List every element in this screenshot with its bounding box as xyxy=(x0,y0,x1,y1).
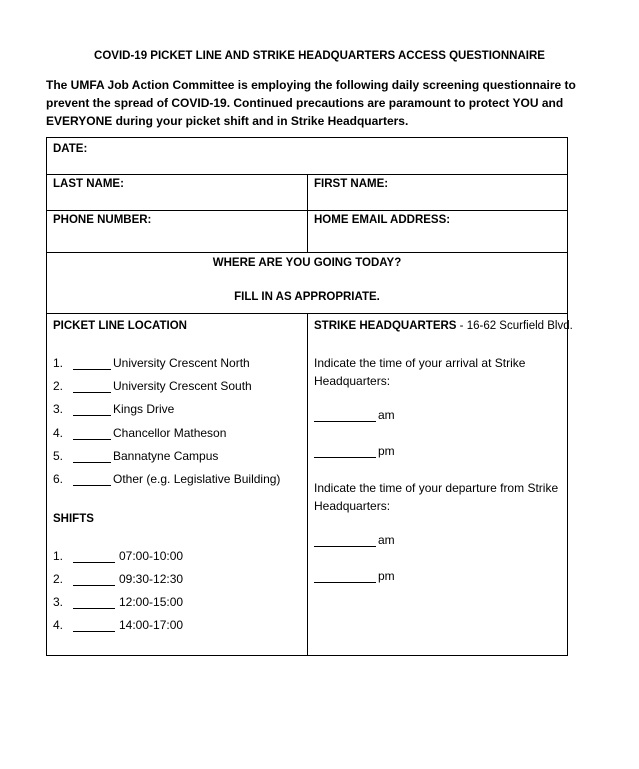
option-blank[interactable] xyxy=(73,461,111,463)
column-divider xyxy=(307,174,308,252)
am-label: am xyxy=(378,533,395,547)
intro-paragraph xyxy=(46,76,606,130)
first-name-field[interactable]: FIRST NAME: xyxy=(314,178,389,190)
picket-line-heading: PICKET LINE LOCATION xyxy=(53,320,187,332)
option-label: 07:00-10:00 xyxy=(119,549,184,563)
home-email-field[interactable]: HOME EMAIL ADDRESS: xyxy=(314,214,451,226)
option-blank[interactable] xyxy=(73,391,111,393)
option-label: 12:00-15:00 xyxy=(119,595,184,609)
option-number: 3. xyxy=(53,402,64,416)
picket-option-5[interactable] xyxy=(53,449,218,463)
option-label: Other (e.g. Legislative Building) xyxy=(113,472,281,486)
option-blank[interactable] xyxy=(73,414,111,416)
option-blank[interactable] xyxy=(73,607,115,609)
option-label: Kings Drive xyxy=(113,402,175,416)
departure-pm-field[interactable] xyxy=(314,569,395,583)
option-number: 4. xyxy=(53,426,64,440)
option-number: 3. xyxy=(53,595,64,609)
questionnaire-form xyxy=(46,137,573,656)
option-label: Bannatyne Campus xyxy=(113,449,219,463)
departure-am-field[interactable] xyxy=(314,533,395,547)
option-number: 5. xyxy=(53,449,64,463)
fill-in-instruction: FILL IN AS APPROPRIATE. xyxy=(234,291,380,303)
last-name-field[interactable]: LAST NAME: xyxy=(53,178,124,190)
picket-option-6[interactable] xyxy=(53,472,280,486)
option-number: 6. xyxy=(53,472,64,486)
option-label: 09:30-12:30 xyxy=(119,572,184,586)
option-number: 2. xyxy=(53,379,64,393)
option-label: University Crescent South xyxy=(113,379,252,393)
option-label: Chancellor Matheson xyxy=(113,426,227,440)
picket-option-1[interactable] xyxy=(53,356,250,370)
row-divider xyxy=(47,252,567,253)
column-divider xyxy=(307,313,308,655)
option-label: 14:00-17:00 xyxy=(119,618,184,632)
option-blank[interactable] xyxy=(73,630,115,632)
picket-option-4[interactable] xyxy=(53,426,226,440)
strike-hq-address: - 16-62 Scurfield Blvd. xyxy=(456,320,573,332)
arrival-am-field[interactable] xyxy=(314,408,395,422)
date-field[interactable]: DATE: xyxy=(53,143,88,155)
option-number: 1. xyxy=(53,549,64,563)
shift-option-3[interactable] xyxy=(53,595,183,609)
time-blank[interactable] xyxy=(314,545,376,547)
shift-option-4[interactable] xyxy=(53,618,183,632)
picket-option-2[interactable] xyxy=(53,379,252,393)
picket-option-3[interactable] xyxy=(53,402,174,416)
intro-text: The UMFA Job Action Committee is employing the following daily screening questionnaire to prevent the spread of COVID-19. Continued precautions are paramount to protect YOU and EVERYONE during your picket shift and in Strike Headquarters. xyxy=(46,78,576,128)
option-number: 2. xyxy=(53,572,64,586)
time-blank[interactable] xyxy=(314,456,376,458)
am-label: am xyxy=(378,408,395,422)
time-blank[interactable] xyxy=(314,420,376,422)
pm-label: pm xyxy=(378,444,395,458)
option-blank[interactable] xyxy=(73,438,111,440)
option-blank[interactable] xyxy=(73,368,111,370)
shifts-heading: SHIFTS xyxy=(53,513,94,525)
phone-number-field[interactable]: PHONE NUMBER: xyxy=(53,214,152,226)
time-blank[interactable] xyxy=(314,581,376,583)
where-heading: WHERE ARE YOU GOING TODAY? xyxy=(212,257,402,269)
shift-option-1[interactable] xyxy=(53,549,183,563)
option-blank[interactable] xyxy=(73,484,111,486)
pm-label: pm xyxy=(378,569,395,583)
form-title: COVID-19 PICKET LINE AND STRIKE HEADQUARTERS ACCESS QUESTIONNAIRE xyxy=(94,50,545,62)
option-number: 1. xyxy=(53,356,64,370)
option-blank[interactable] xyxy=(73,561,115,563)
arrival-pm-field[interactable] xyxy=(314,444,395,458)
arrival-prompt: Indicate the time of your arrival at Strike Headquarters: xyxy=(314,356,526,388)
shift-option-2[interactable] xyxy=(53,572,183,586)
option-label: University Crescent North xyxy=(113,356,250,370)
strike-hq-heading xyxy=(314,320,573,332)
option-blank[interactable] xyxy=(73,584,115,586)
option-number: 4. xyxy=(53,618,64,632)
strike-hq-title: STRIKE HEADQUARTERS xyxy=(314,320,457,332)
departure-prompt: Indicate the time of your departure from Strike Headquarters: xyxy=(314,481,559,513)
